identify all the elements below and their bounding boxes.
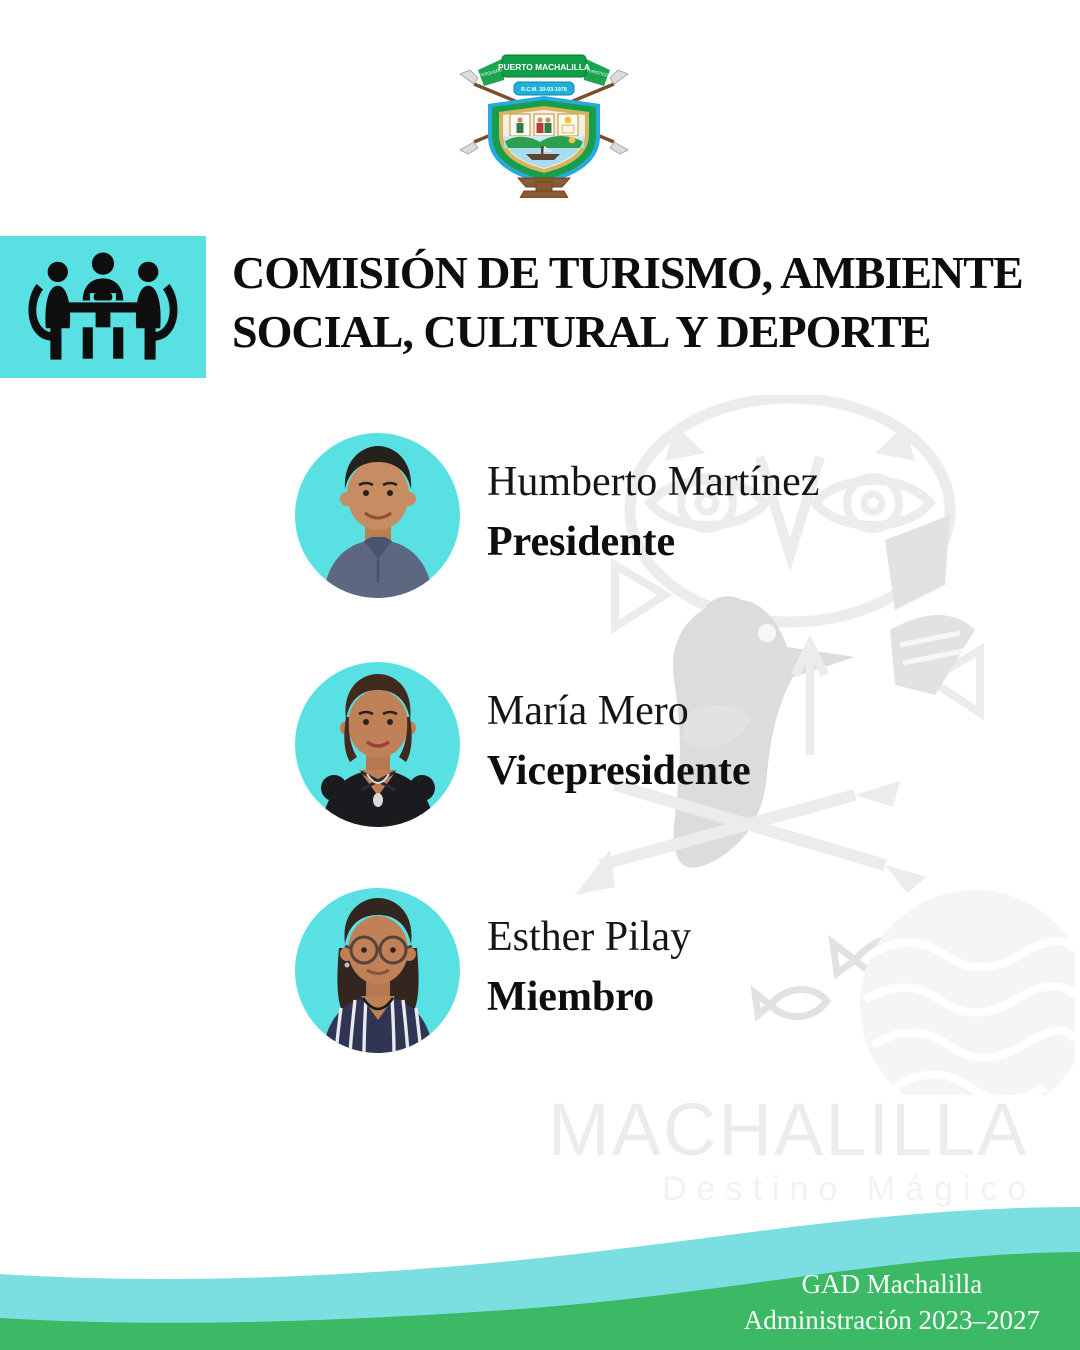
watermark-tagline: Destino Mágico <box>662 1170 1037 1208</box>
member-row-presidente <box>295 433 819 598</box>
member-row-vicepresidente <box>295 662 751 827</box>
avatar-humberto-martinez <box>295 433 460 598</box>
commission-icon-box <box>0 236 206 378</box>
member-text-vicepresidente <box>487 662 751 827</box>
title-line-1: COMISIÓN DE TURISMO, AMBIENTE <box>232 247 1023 298</box>
member-text-miembro <box>487 888 691 1053</box>
municipal-crest <box>448 22 640 198</box>
footer-org: GAD Machalilla <box>801 1269 983 1299</box>
footer-administration: Administración 2023–2027 <box>743 1305 1040 1335</box>
member-name: María Mero <box>487 688 689 734</box>
watermark-brand: MACHALILLA <box>548 1088 1029 1171</box>
crest-scroll-text: R.C.M. 20-03-1978 <box>521 87 567 93</box>
crest-ribbon-right-text: TURISTICO <box>585 67 609 78</box>
member-name: Humberto Martínez <box>487 459 820 505</box>
crest-banner-text: PUERTO MACHALILLA <box>498 62 590 72</box>
portrait-woman-glasses-striped-top <box>295 888 460 1053</box>
title-line-2: SOCIAL, CULTURAL Y DEPORTE <box>232 306 931 357</box>
page-title <box>232 243 1042 361</box>
avatar-maria-mero <box>295 662 460 827</box>
avatar-esther-pilay <box>295 888 460 1053</box>
member-role: Vicepresidente <box>487 748 751 794</box>
meeting-icon <box>19 247 187 367</box>
portrait-man-polo <box>295 433 460 598</box>
member-role: Miembro <box>487 974 655 1020</box>
member-role: Presidente <box>487 519 676 565</box>
portrait-woman-black-top <box>295 662 460 827</box>
crest-graphic <box>448 22 640 198</box>
footer-credits <box>744 1266 1040 1338</box>
member-text-presidente <box>487 433 819 598</box>
member-row-miembro <box>295 888 691 1053</box>
member-name: Esther Pilay <box>487 914 692 960</box>
crest-ribbon-left-text: PESQUERO <box>478 67 503 78</box>
